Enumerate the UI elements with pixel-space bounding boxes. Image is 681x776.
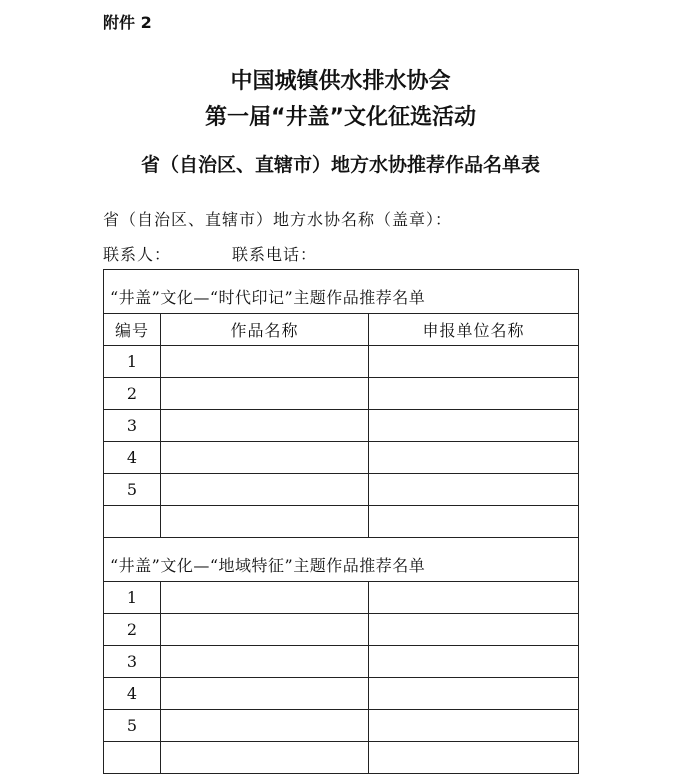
table-row xyxy=(104,614,579,646)
unit-name-cell[interactable] xyxy=(369,442,579,474)
contact-person-field-label: 联系人： xyxy=(103,245,172,264)
table-row xyxy=(104,474,579,506)
work-name-cell[interactable] xyxy=(161,378,369,410)
table-row xyxy=(104,646,579,678)
unit-name-cell[interactable] xyxy=(369,410,579,442)
work-name-cell[interactable] xyxy=(161,582,369,614)
section-title: “井盖”文化—“地域特征”主题作品推荐名单 xyxy=(104,538,579,582)
work-name-cell[interactable] xyxy=(161,742,369,774)
work-name-cell[interactable] xyxy=(161,614,369,646)
unit-name-cell[interactable] xyxy=(369,582,579,614)
document-title-line1: 中国城镇供水排水协会 xyxy=(230,69,451,94)
work-name-cell[interactable] xyxy=(161,346,369,378)
row-number: 3 xyxy=(104,646,161,678)
table-row xyxy=(104,410,579,442)
table-row xyxy=(104,442,579,474)
row-number: 4 xyxy=(104,442,161,474)
table-row xyxy=(104,378,579,410)
attachment-label: 附件 2 xyxy=(103,13,152,32)
work-name-cell[interactable] xyxy=(161,474,369,506)
unit-name-cell[interactable] xyxy=(369,474,579,506)
table-row xyxy=(104,710,579,742)
unit-name-cell[interactable] xyxy=(369,378,579,410)
header-number: 编号 xyxy=(104,314,161,346)
work-name-cell[interactable] xyxy=(161,442,369,474)
table-row xyxy=(104,678,579,710)
row-number: 2 xyxy=(104,614,161,646)
document-title-line2: 第一届“井盖”文化征选活动 xyxy=(205,105,476,130)
row-number: 1 xyxy=(104,582,161,614)
document-subtitle: 省（自治区、直辖市）地方水协推荐作品名单表 xyxy=(140,154,540,176)
unit-name-cell[interactable] xyxy=(369,678,579,710)
table-row xyxy=(104,346,579,378)
header-unit-name: 申报单位名称 xyxy=(369,314,579,346)
unit-name-cell[interactable] xyxy=(369,710,579,742)
row-number: 2 xyxy=(104,378,161,410)
row-number xyxy=(104,742,161,774)
row-number: 1 xyxy=(104,346,161,378)
unit-name-cell[interactable] xyxy=(369,506,579,538)
work-name-cell[interactable] xyxy=(161,678,369,710)
section-title-row xyxy=(104,538,579,582)
table-row xyxy=(104,506,579,538)
work-name-cell[interactable] xyxy=(161,646,369,678)
unit-name-cell[interactable] xyxy=(369,646,579,678)
section-title-row xyxy=(104,270,579,314)
table-header-row xyxy=(104,314,579,346)
row-number: 5 xyxy=(104,474,161,506)
row-number: 3 xyxy=(104,410,161,442)
header-work-name: 作品名称 xyxy=(161,314,369,346)
work-name-cell[interactable] xyxy=(161,410,369,442)
table-row xyxy=(104,742,579,774)
recommendation-table xyxy=(103,269,579,774)
work-name-cell[interactable] xyxy=(161,506,369,538)
unit-name-cell[interactable] xyxy=(369,742,579,774)
row-number: 5 xyxy=(104,710,161,742)
org-name-field-label: 省（自治区、直辖市）地方水协名称（盖章）： xyxy=(103,210,453,229)
contact-phone-field-label: 联系电话： xyxy=(232,245,318,264)
table-row xyxy=(104,582,579,614)
unit-name-cell[interactable] xyxy=(369,614,579,646)
section-title: “井盖”文化—“时代印记”主题作品推荐名单 xyxy=(104,270,579,314)
row-number: 4 xyxy=(104,678,161,710)
row-number xyxy=(104,506,161,538)
unit-name-cell[interactable] xyxy=(369,346,579,378)
work-name-cell[interactable] xyxy=(161,710,369,742)
